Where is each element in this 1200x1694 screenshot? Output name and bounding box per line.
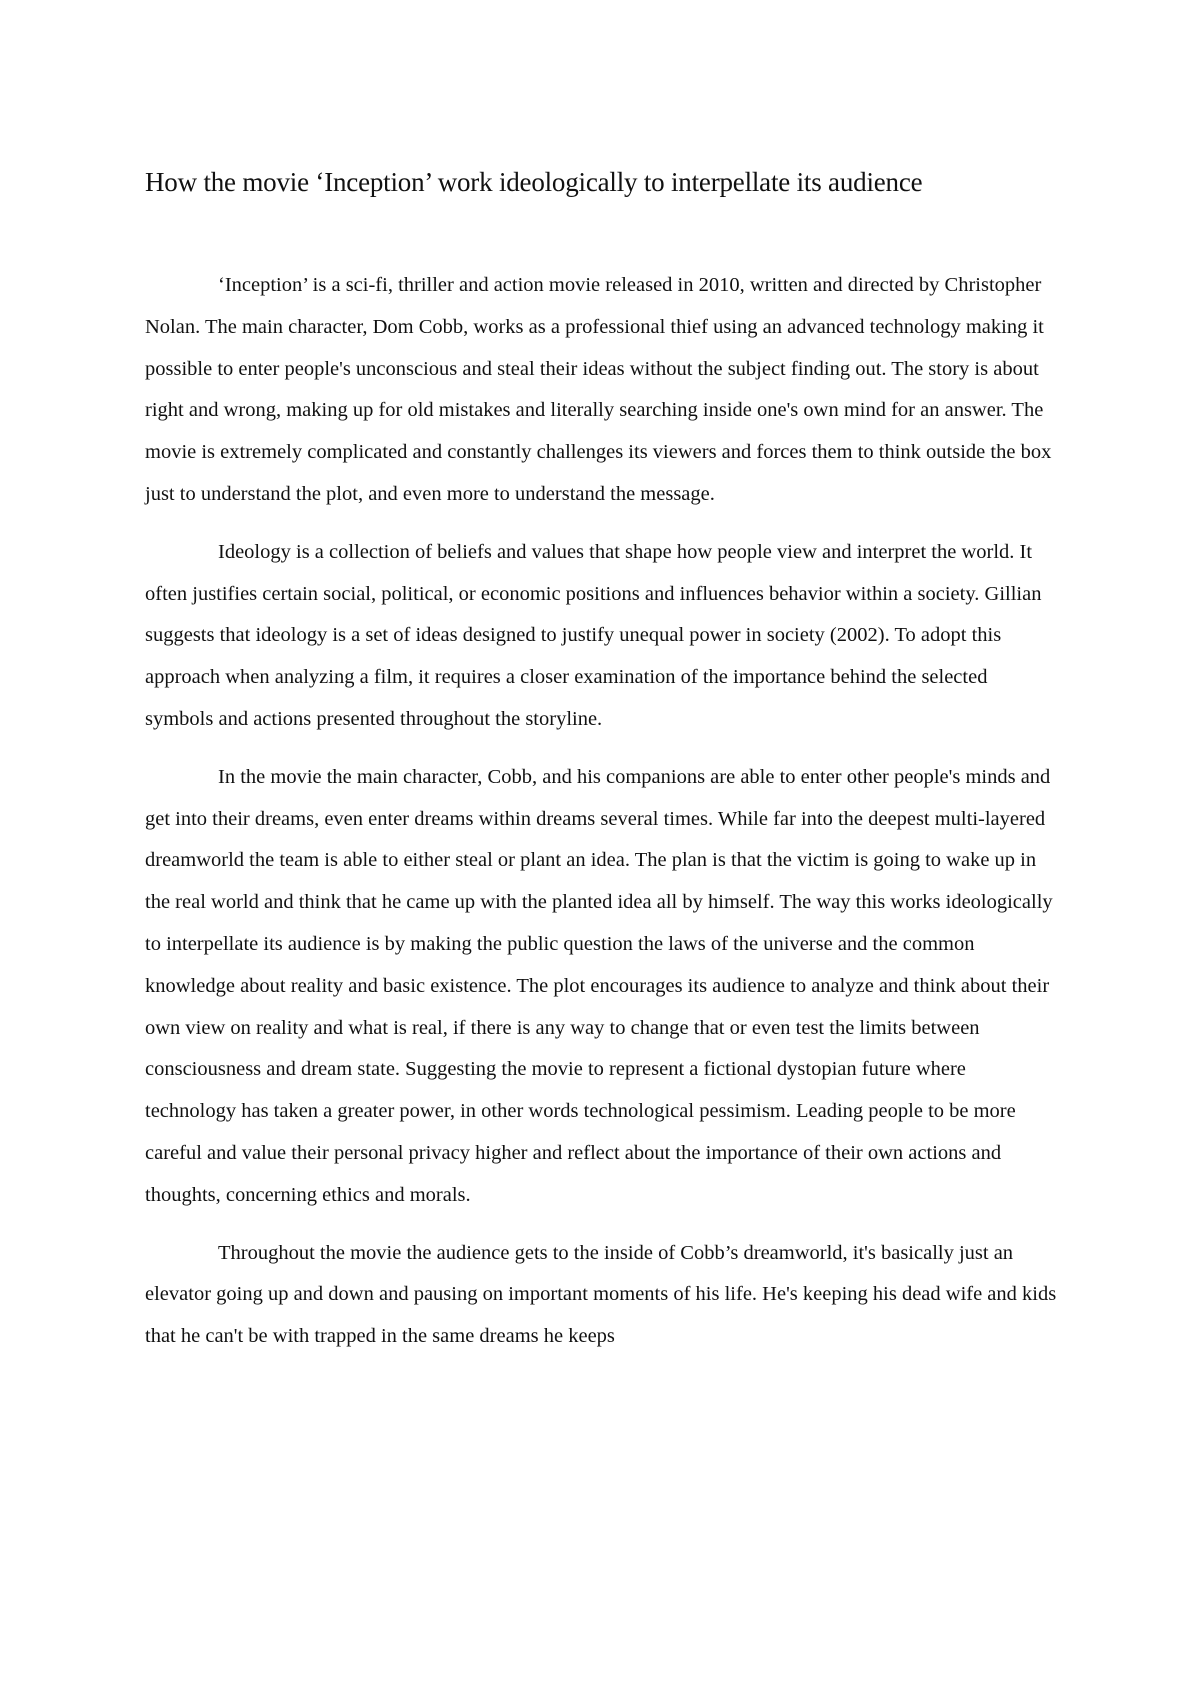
paragraph-plot-analysis: In the movie the main character, Cobb, and his companions are able to enter other people's minds and get into their dreams, even enter dreams within dreams several times. While far into the deepest multi-layered dreamworld the team is able to either steal or plant an idea. The plan is that the victim is going to wake up in the real world and think that he came up with the planted idea all by himself. The way this works ideologically to interpellate its audience is by making the public question the laws of the universe and the common knowledge about reality and basic existence. The plot encourages its audience to analyze and think about their own view on reality and what is real, if there is any way to change that or even test the limits between consciousness and dream state. Suggesting the movie to represent a fictional dystopian future where technology has taken a greater power, in other words technological pessimism. Leading people to be more careful and value their personal privacy higher and reflect about the importance of their own actions and thoughts, concerning ethics and morals. [145, 765, 1053, 1206]
paragraph-intro: ‘Inception’ is a sci-fi, thriller and action movie released in 2010, written and directed by Christopher Nolan. The main character, Dom Cobb, works as a professional thief using an advanced technology making it possible to enter people's unconscious and steal their ideas without the subject finding out. The story is about right and wrong, making up for old mistakes and literally searching inside one's own mind for an answer. The movie is extremely complicated and constantly challenges its viewers and forces them to think outside the box just to understand the plot, and even more to understand the message. [145, 274, 1052, 505]
document-title: How the movie ‘Inception’ work ideologically to interpellate its audience [145, 167, 923, 197]
paragraph-dreamworld: Throughout the movie the audience gets to the inside of Cobb’s dreamworld, it's basically just an elevator going up and down and pausing on important moments of his life. He's keeping his dead wife and kids that he can't be with trapped in the same dreams he keeps [145, 1241, 1057, 1348]
document-body [145, 265, 1057, 1374]
paragraph-ideology: Ideology is a collection of beliefs and values that shape how people view and interpret the world. It often justifies certain social, political, or economic positions and influences behavior within a society. Gillian suggests that ideology is a set of ideas designed to justify unequal power in society (2002). To adopt this approach when analyzing a film, it requires a closer examination of the importance behind the selected symbols and actions presented throughout the storyline. [145, 540, 1042, 730]
